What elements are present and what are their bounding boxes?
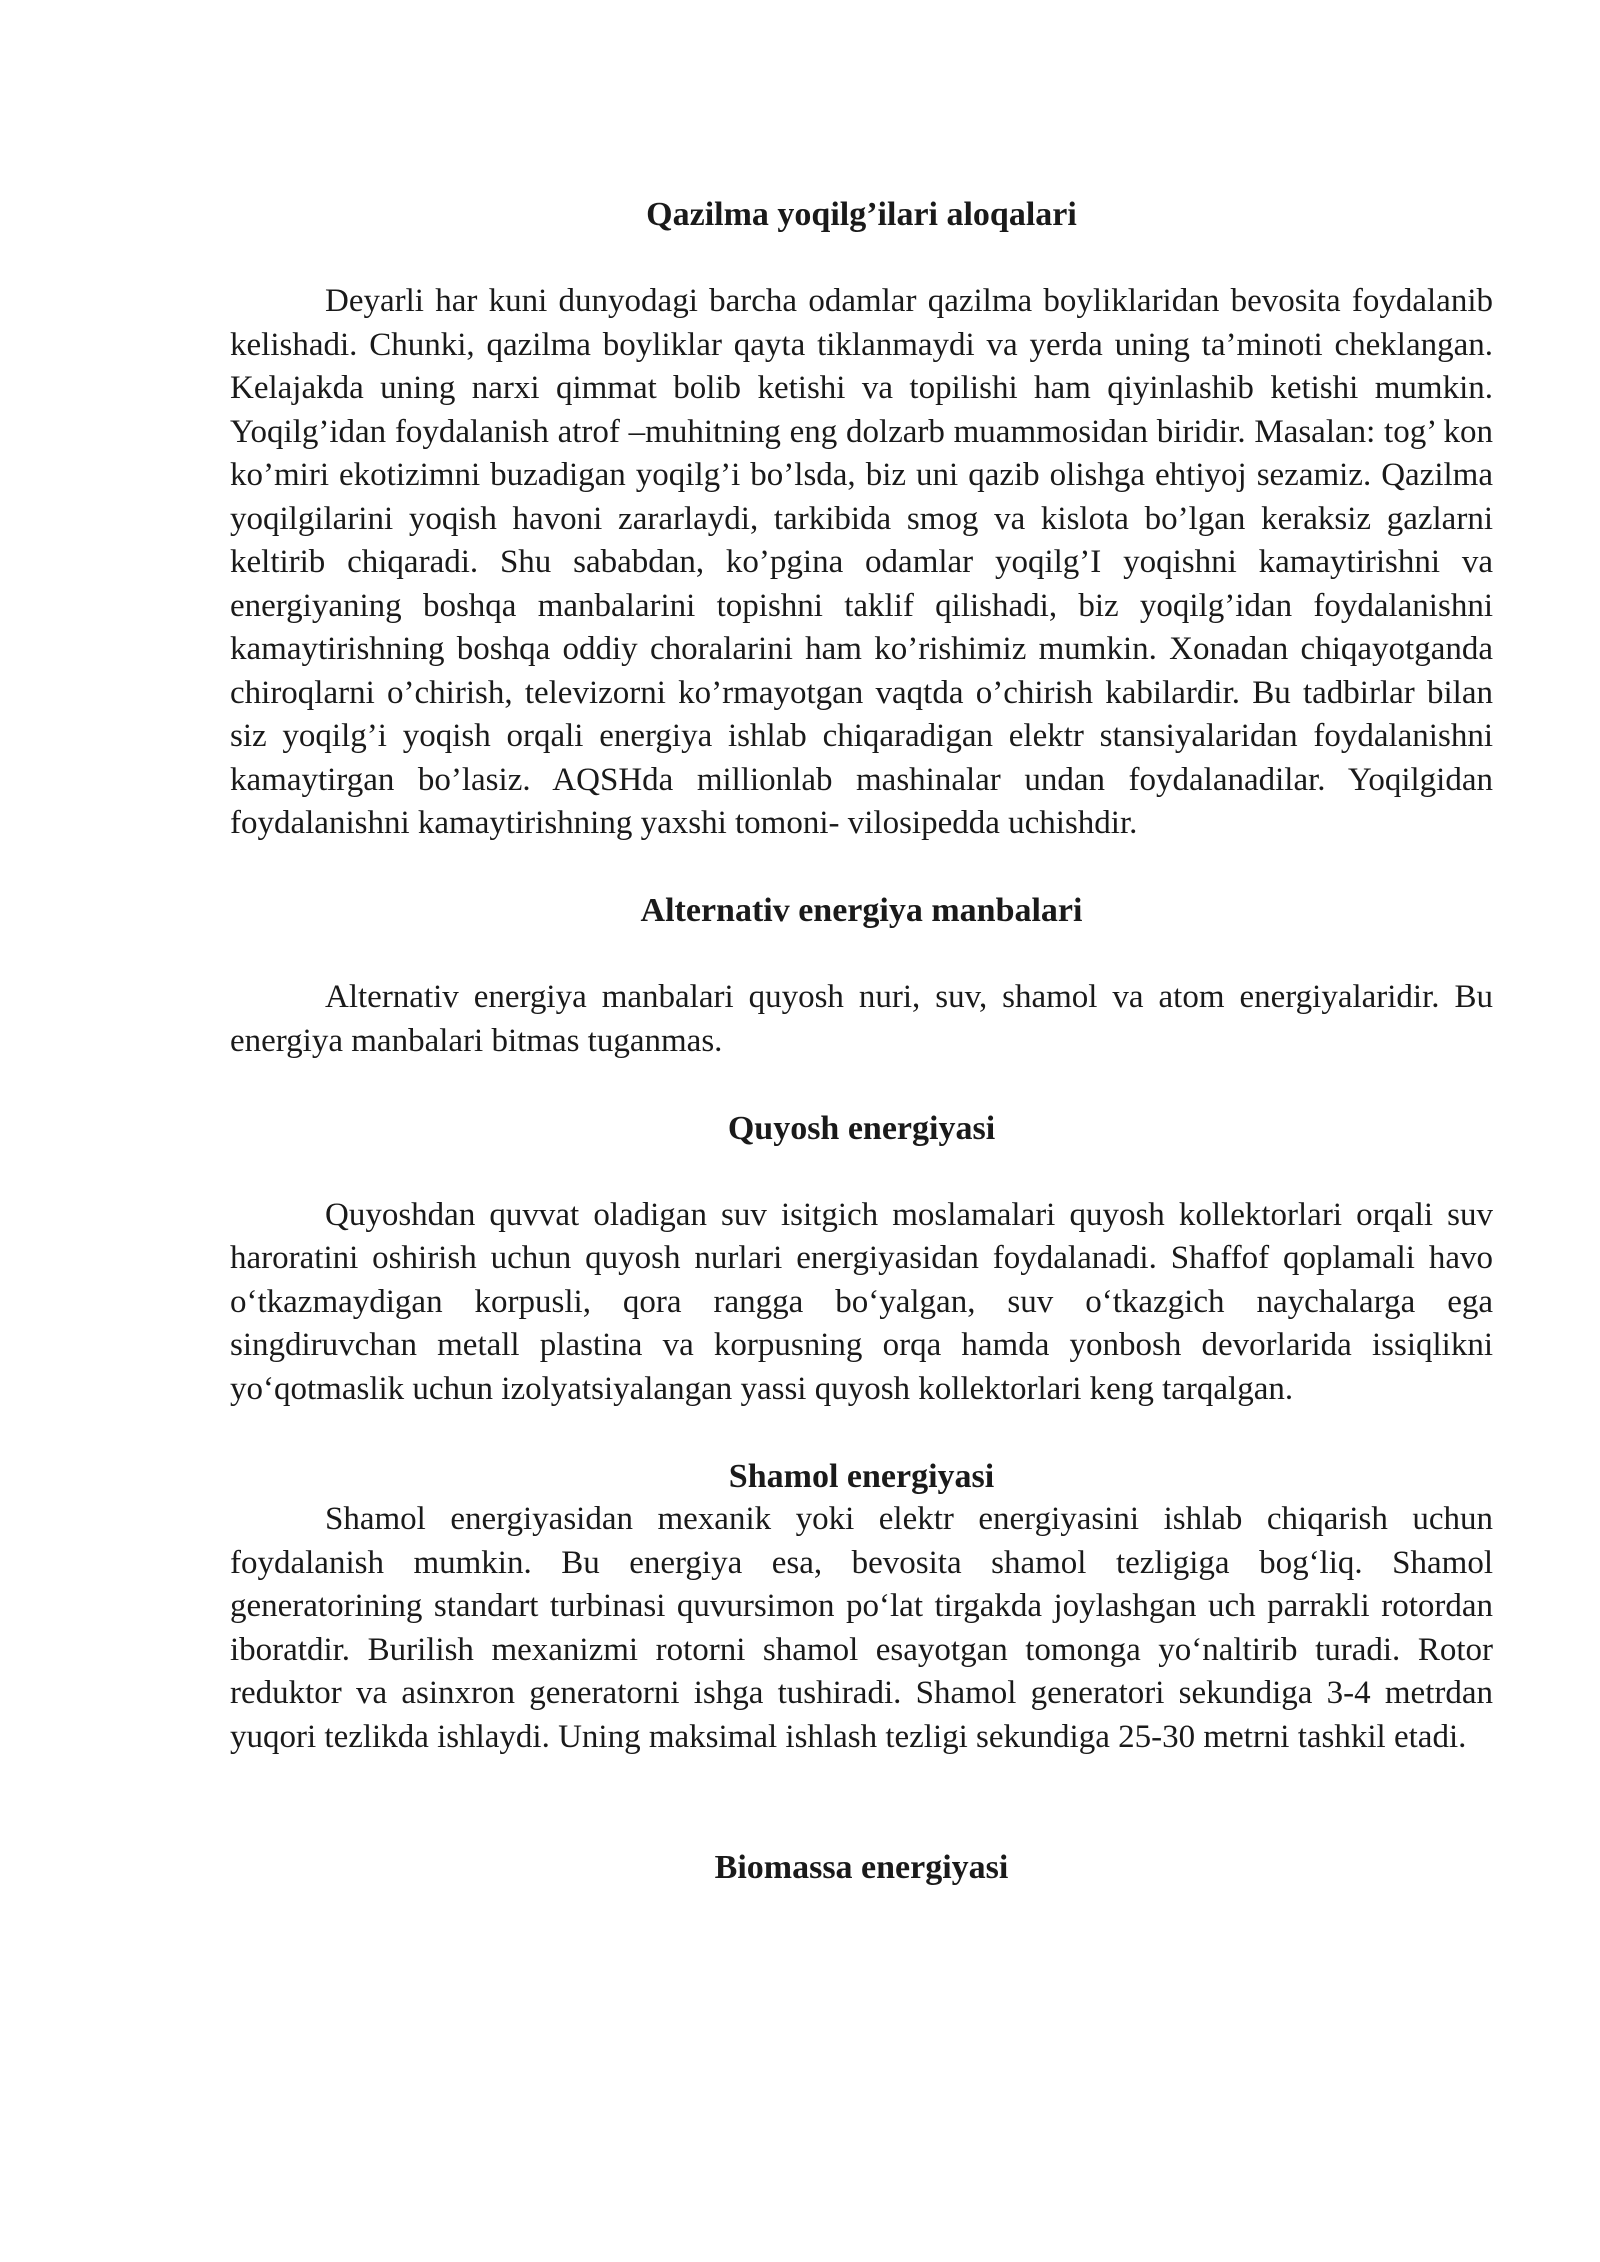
spacer [230,1150,1493,1194]
spacer [230,237,1493,281]
heading-alternative-energy: Alternativ energiya manbalari [640,892,1083,929]
spacer [230,1063,1493,1107]
paragraph-alternative-energy: Alternativ energiya manbalari quyosh nuri, suv, shamol va atom energiyalaridir. Bu energiya manbalari bitmas tuganmas. [230,979,1493,1059]
document-page [230,193,1493,1890]
spacer [230,1759,1493,1846]
heading-fossil-fuels: Qazilma yoqilg’ilari aloqalari [646,196,1077,233]
heading-solar-energy: Quyosh energiyasi [727,1109,996,1147]
paragraph-fossil-fuels: Deyarli har kuni dunyodagi barcha odamlar qazilma boyliklaridan bevosita foydalanib kelishadi. Chunki, qazilma boyliklar qayta tiklanmaydi va yerda uning ta’minoti cheklangan. Kelajakda uning narxi qimmat bolib ketishi va topilishi ham qiyinlashib ketishi mumkin. Yoqilg’idan foydalanish atrof –muhitning eng dolzarb muammosidan biridir. Masalan: tog’ kon ko’miri ekotizimni buzadigan yoqilg’i bo’lsda, biz uni qazib olishga ehtiyoj sezamiz. Qazilma yoqilgilarini yoqish havoni zararlaydi, tarkibida smog va kislota bo’lgan keraksiz gazlarni keltirib chiqaradi. Shu sababdan, ko’pgina odamlar yoqilg’I yoqishni kamaytirishni va energiyaning boshqa manbalarini topishni taklif qilishadi, biz yoqilg’idan foydalanishni kamaytirishning boshqa oddiy choralarini ham ko’rishimiz mumkin. Xonadan chiqayotganda chiroqlarni o’chirish, televizorni ko’rmayotgan vaqtda o’chirish kabilardir. Bu tadbirlar bilan siz yoqilg’i yoqish orqali energiya ishlab chiqaradigan elektr stansiyalaridan foydalanishni kamaytirgan bo’lasiz. AQSHda millionlab mashinalar undan foydalanadilar. Yoqilgidan foydalanishni kamaytirishning yaxshi tomoni- vilosipedda uchishdir. [230,283,1493,841]
spacer [230,846,1493,890]
spacer [230,933,1493,977]
paragraph-wind-energy: Shamol energiyasidan mexanik yoki elektr energiyasini ishlab chiqarish uchun foydalanish mumkin. Bu energiya esa, bevosita shamol tezligiga bog‘liq. Shamol generatorining standart turbinasi quvursimon po‘lat tirgakda joylashgan uch parrakli rotordan iboratdir. Burilish mexanizmi rotorni shamol esayotgan tomonga yo‘naltirib turadi. Rotor reduktor va asinxron generatorni ishga tushiradi. Shamol generatori sekundiga 3-4 metrdan yuqori tezlikda ishlaydi. Uning maksimal ishlash tezligi sekundiga 25-30 metrni tashkil etadi. [230,1501,1493,1755]
spacer [230,1411,1493,1455]
heading-biomass-energy: Biomassa energiyasi [714,1849,1009,1886]
heading-wind-energy: Shamol energiyasi [728,1457,995,1495]
paragraph-solar-energy: Quyoshdan quvvat oladigan suv isitgich moslamalari quyosh kollektorlari orqali suv haroratini oshirish uchun quyosh nurlari energiyasidan foydalanadi. Shaffof qoplamali havo o‘tkazmaydigan korpusli, qora rangga bo‘yalgan, suv o‘tkazgich naychalarga ega singdiruvchan metall plastina va korpusning orqa hamda yonbosh devorlarida issiqlikni yo‘qotmaslik uchun izolyatsiyalangan yassi quyosh kollektorlari keng tarqalgan. [230,1196,1493,1407]
